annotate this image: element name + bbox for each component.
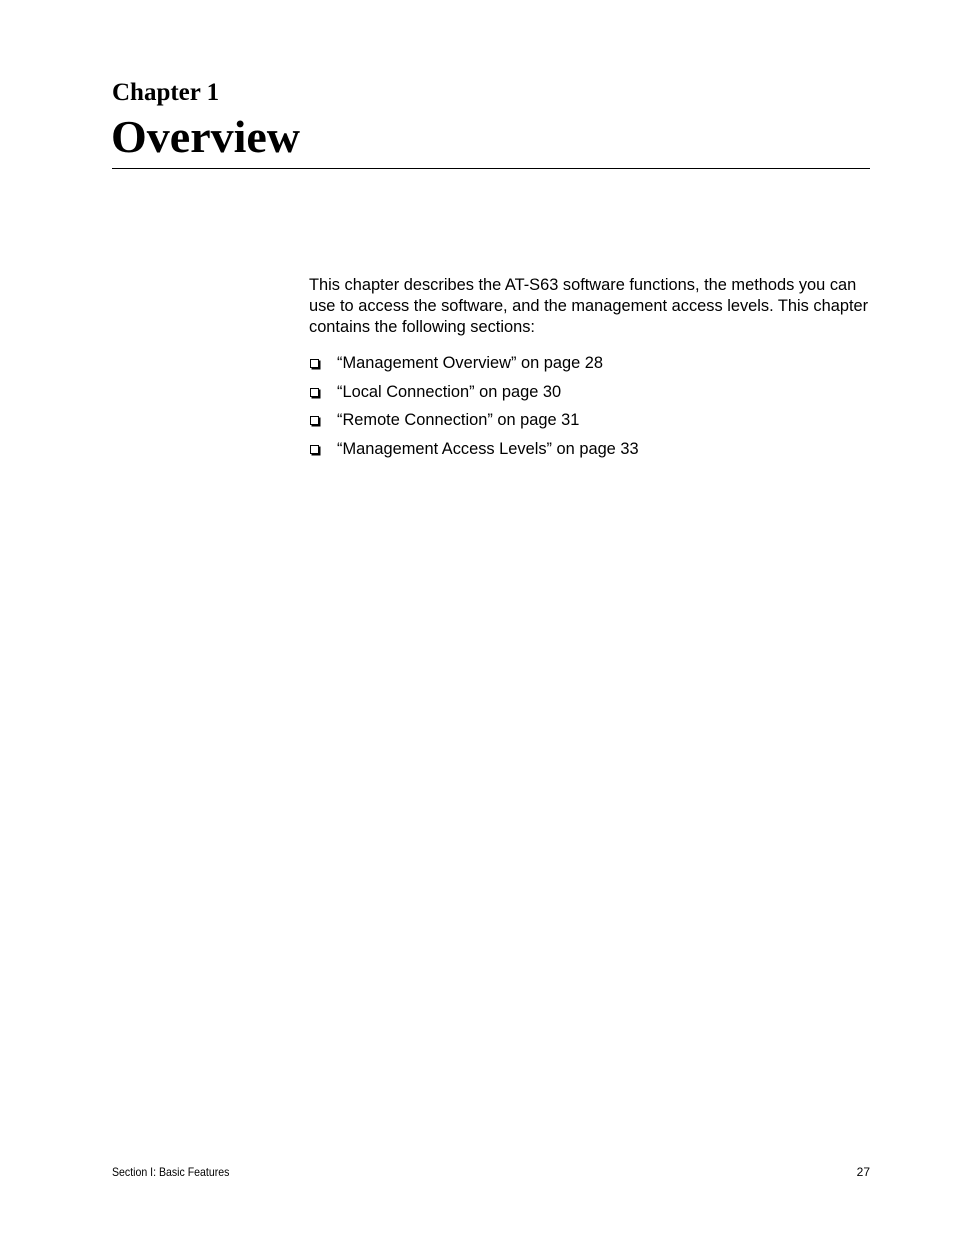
checkbox-icon (309, 352, 337, 374)
section-link-text[interactable]: “Local Connection” on page 30 (337, 382, 562, 401)
intro-paragraph: This chapter describes the AT-S63 software functions, the methods you can use to access the software, and the management access levels. This chapter contains the following sections: (309, 276, 869, 336)
title-divider (112, 168, 870, 169)
footer-section-name: Section I: Basic Features (112, 1165, 230, 1179)
checkbox-icon (309, 381, 337, 403)
checkbox-icon (309, 409, 337, 431)
section-list (309, 352, 639, 466)
chapter-title: Overview (111, 111, 301, 162)
list-item (309, 352, 639, 381)
section-link-text[interactable]: “Remote Connection” on page 31 (337, 411, 580, 429)
section-link-text[interactable]: “Management Overview” on page 28 (337, 354, 604, 372)
section-link-text[interactable]: “Management Access Levels” on page 33 (337, 439, 639, 458)
list-item (309, 438, 639, 467)
list-item (309, 409, 639, 438)
footer-page-number: 27 (856, 1165, 870, 1179)
chapter-label: Chapter 1 (112, 79, 220, 106)
checkbox-icon (309, 438, 337, 460)
list-item (309, 381, 639, 410)
